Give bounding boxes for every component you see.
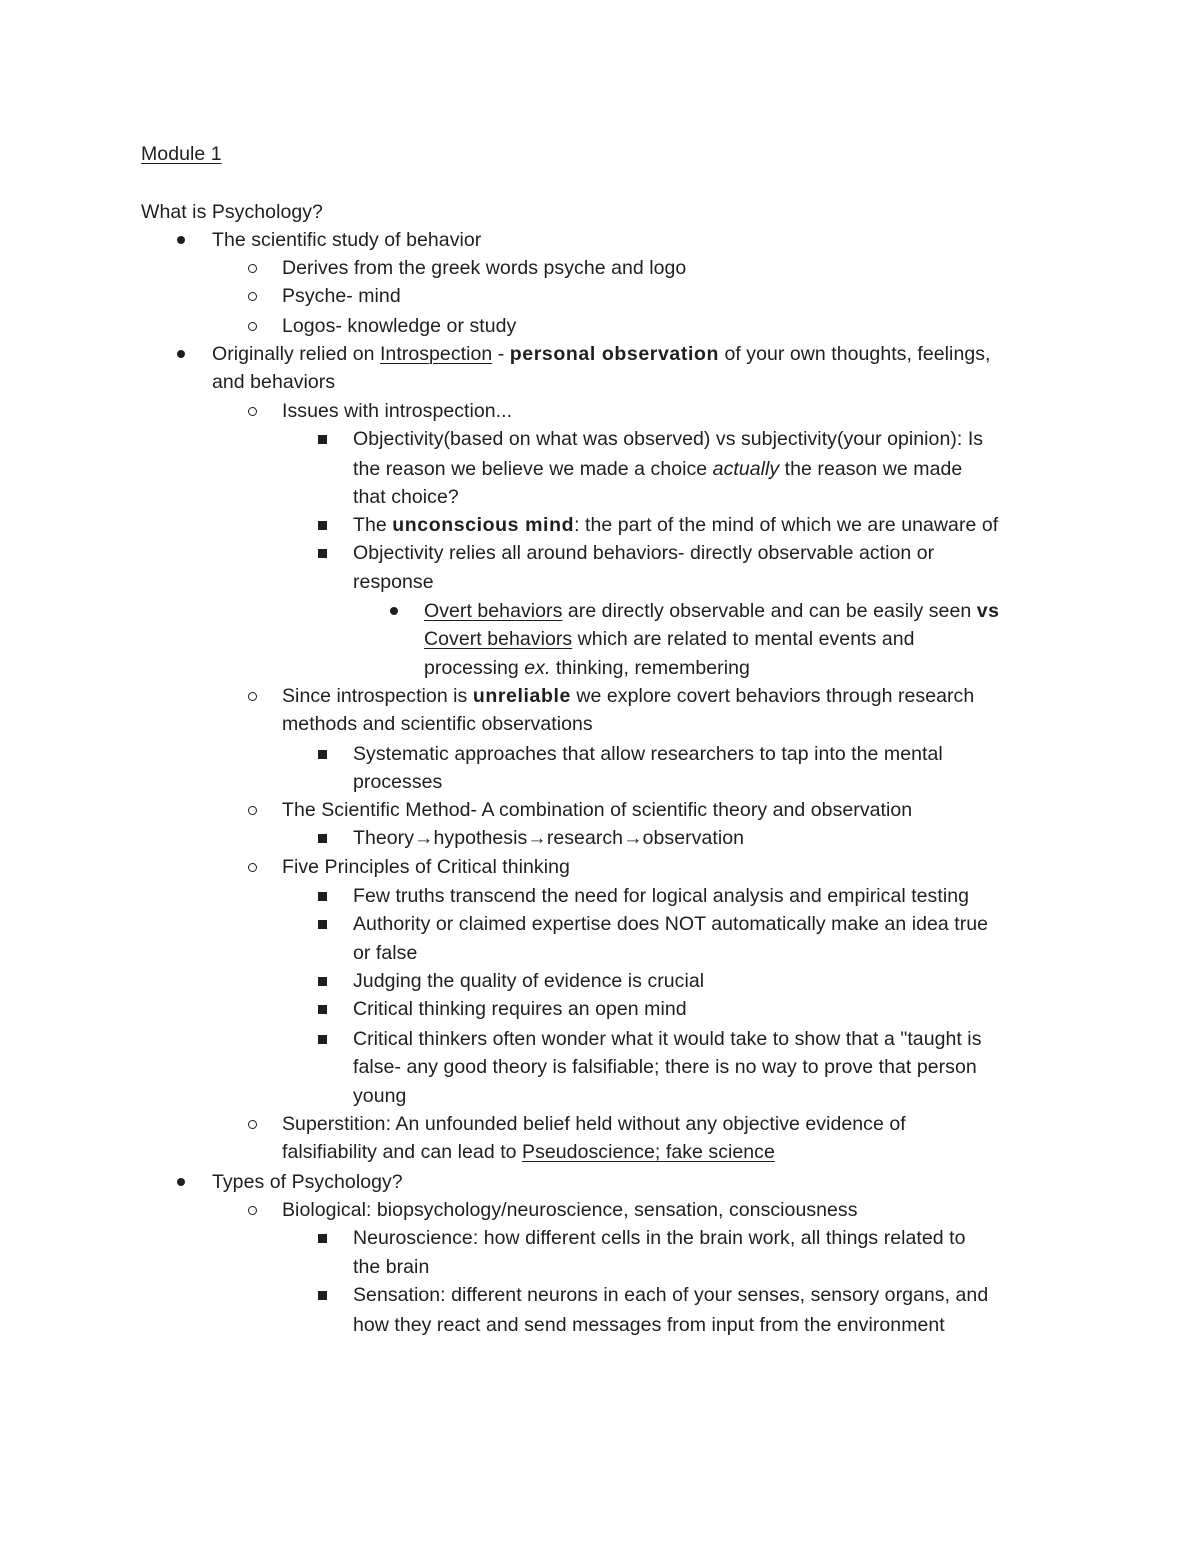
- list-item: [282, 684, 974, 708]
- list-item-continuation: that choice?: [353, 486, 459, 508]
- list-item-continuation: the brain: [353, 1256, 430, 1278]
- document-title: Module 1: [141, 143, 222, 165]
- section-heading: What is Psychology?: [141, 201, 323, 223]
- bullet-square: [318, 920, 327, 929]
- list-item-continuation: response: [353, 571, 434, 593]
- list-item: Types of Psychology?: [212, 1171, 403, 1193]
- list-item: [424, 599, 1000, 623]
- text-run: processing: [424, 657, 525, 679]
- list-item: The Scientific Method- A combination of scientific theory and observation: [282, 799, 913, 821]
- list-item: Few truths transcend the need for logical analysis and empirical testing: [353, 885, 970, 907]
- bullet-square: [318, 1291, 327, 1300]
- list-item: Theory→hypothesis→research→observation: [353, 827, 744, 849]
- bullet-circle: [248, 1120, 257, 1129]
- list-item: Five Principles of Critical thinking: [282, 856, 570, 878]
- list-item: Logos- knowledge or study: [282, 315, 517, 337]
- list-item: Biological: biopsychology/neuroscience, sensation, consciousness: [282, 1199, 858, 1221]
- list-item: Objectivity relies all around behaviors- directly observable action or: [353, 542, 935, 564]
- term-overt-behaviors: Overt behaviors: [424, 600, 563, 622]
- text-run: thinking, remembering: [550, 657, 750, 679]
- bullet-disc: [390, 607, 398, 615]
- list-item-continuation: [282, 1140, 775, 1164]
- list-item: Sensation: different neurons in each of your senses, sensory organs, and: [353, 1284, 989, 1306]
- emphasis-actually: actually: [712, 458, 780, 480]
- list-item: The scientific study of behavior: [212, 229, 482, 251]
- text-run: we explore covert behaviors through research: [570, 685, 975, 707]
- text-run: of your own thoughts, feelings,: [718, 343, 991, 365]
- bullet-square: [318, 1005, 327, 1014]
- list-item-continuation: processes: [353, 771, 443, 793]
- bullet-circle: [248, 264, 257, 273]
- bullet-square: [318, 977, 327, 986]
- list-item-continuation: young: [353, 1085, 407, 1107]
- text-run: vs: [976, 600, 1000, 622]
- text-run: Originally relied on: [212, 343, 380, 365]
- bullet-circle: [248, 322, 257, 331]
- bullet-circle: [248, 863, 257, 872]
- text-run: : the part of the mind of which we are unaware of: [574, 514, 999, 536]
- list-item-continuation: or false: [353, 942, 418, 964]
- bullet-disc: [177, 350, 185, 358]
- list-item: Judging the quality of evidence is crucial: [353, 970, 705, 992]
- bullet-disc: [177, 1178, 185, 1186]
- bullet-square: [318, 521, 327, 530]
- list-item-continuation: [424, 627, 915, 651]
- list-item: Authority or claimed expertise does NOT automatically make an idea true: [353, 913, 989, 935]
- list-item: [353, 513, 998, 537]
- bullet-circle: [248, 292, 257, 301]
- term-unreliable: unreliable: [472, 685, 571, 707]
- term-unconscious-mind: unconscious mind: [392, 514, 575, 536]
- list-item: Derives from the greek words psyche and logo: [282, 257, 687, 279]
- bullet-square: [318, 750, 327, 759]
- bullet-circle: [248, 1206, 257, 1215]
- list-item: Superstition: An unfounded belief held without any objective evidence of: [282, 1113, 906, 1135]
- text-run: The: [353, 514, 393, 536]
- text-run: which are related to mental events and: [572, 628, 915, 650]
- list-item-continuation: [424, 656, 750, 680]
- list-item: Critical thinking requires an open mind: [353, 998, 687, 1020]
- bullet-square: [318, 1234, 327, 1243]
- term-covert-behaviors: Covert behaviors: [424, 628, 573, 650]
- text-run: Since introspection is: [282, 685, 473, 707]
- list-item: Critical thinkers often wonder what it would take to show that a "taught is: [353, 1028, 982, 1050]
- list-item: Systematic approaches that allow researchers to tap into the mental: [353, 743, 943, 765]
- list-item: [212, 342, 991, 366]
- bullet-circle: [248, 407, 257, 416]
- list-item: Objectivity(based on what was observed) vs subjectivity(your opinion): Is: [353, 428, 984, 450]
- bullet-square: [318, 834, 327, 843]
- bullet-square: [318, 549, 327, 558]
- text-run: -: [492, 343, 510, 365]
- list-item-continuation: false- any good theory is falsifiable; there is no way to prove that person: [353, 1056, 977, 1078]
- list-item-continuation: methods and scientific observations: [282, 713, 593, 735]
- bullet-square: [318, 1035, 327, 1044]
- list-item-continuation: how they react and send messages from input from the environment: [353, 1314, 945, 1336]
- text-run: are directly observable and can be easily seen: [562, 600, 977, 622]
- bullet-circle: [248, 806, 257, 815]
- text-run: the reason we believe we made a choice: [353, 458, 713, 480]
- term-personal-observation: personal observation: [509, 343, 719, 365]
- text-run: the reason we made: [779, 458, 963, 480]
- bullet-disc: [177, 236, 185, 244]
- bullet-square: [318, 892, 327, 901]
- list-item: Psyche- mind: [282, 285, 401, 307]
- bullet-circle: [248, 692, 257, 701]
- emphasis-ex: ex.: [524, 657, 551, 679]
- list-item-continuation: and behaviors: [212, 371, 336, 393]
- term-introspection: Introspection: [379, 343, 493, 365]
- list-item: Issues with introspection...: [282, 400, 513, 422]
- list-item-continuation: [353, 457, 962, 481]
- list-item: Neuroscience: how different cells in the brain work, all things related to: [353, 1227, 966, 1249]
- text-run: falsifiability and can lead to: [282, 1141, 523, 1163]
- term-pseudoscience: Pseudoscience; fake science: [522, 1141, 775, 1163]
- bullet-square: [318, 435, 327, 444]
